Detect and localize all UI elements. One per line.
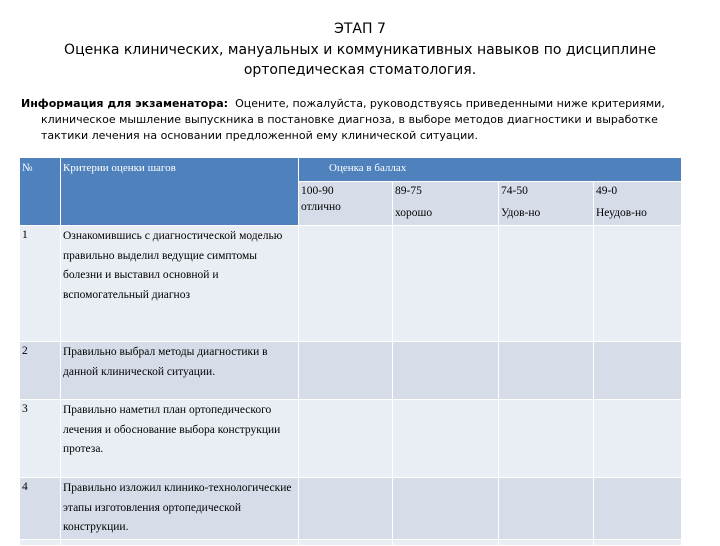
header-num-cell [20,158,61,226]
row-criteria-cell [61,478,299,540]
score-cell[interactable] [393,226,499,342]
row-criteria: Правильно наметил план ортопедического лечения и обоснование выбора конструкции протеза. [63,404,281,455]
grade-cell-3 [499,182,594,226]
page-title-line-1: Оценка клинических, мануальных и коммуникативных навыков по дисциплине [64,42,656,58]
grade-cell-2 [393,182,499,226]
stage-title: ЭТАП 7 [334,21,386,37]
score-cell[interactable] [499,400,594,478]
score-cell[interactable] [299,342,393,400]
header-score: Оценка в баллах [329,162,407,174]
row-criteria: Ознакомившись с диагностической моделью правильно выделил ведущие симптомы болезни и выставил основной и вспомогательный диагноз [63,230,283,301]
grade-cell-4 [594,182,682,226]
header-criteria: Критерии оценки шагов [63,162,176,174]
row-criteria-cell [61,226,299,342]
examiner-info-line-1: Оцените, пожалуйста, руководствуясь приведенными ниже критериями, [235,97,665,110]
score-cell[interactable] [594,478,682,540]
row-num: 4 [22,481,28,493]
table-row [20,400,682,478]
score-cell[interactable] [594,400,682,478]
score-cell[interactable] [393,478,499,540]
row-criteria: Правильно выбрал методы диагностики в данной клинической ситуации. [63,346,268,378]
score-cell[interactable] [594,226,682,342]
examiner-info-line-2: клиническое мышление выпускника в постановке диагноза, в выборе методов диагностики и выработке [41,113,658,126]
page-title-line-2: ортопедическая стоматология. [243,62,477,78]
header-criteria-cell [61,158,299,226]
row-num: 1 [22,229,28,241]
row-num-cell [20,226,61,342]
table-row [20,478,682,540]
row-num-cell [20,400,61,478]
examiner-info-line-3: тактики лечения на основании предложенной ему клинической ситуации. [41,129,478,142]
grade-range: 89-75 [395,185,422,197]
row-criteria: Правильно изложил клинико-технологические этапы изготовления ортопедической конструкции. [63,482,292,533]
score-cell[interactable] [299,478,393,540]
examiner-info [21,96,693,144]
row-criteria-cell [61,342,299,400]
row-num: 2 [22,345,28,357]
header-num: № [22,162,33,174]
table-row [20,342,682,400]
grade-range: 100-90 [301,185,334,197]
row-num-cell [20,342,61,400]
grade-label: хорошо [395,207,433,219]
score-cell[interactable] [594,342,682,400]
grade-label: Удов-но [501,207,541,219]
row-num-cell [20,478,61,540]
examiner-info-label: Информация для экзаменатора: [21,97,229,110]
score-cell[interactable] [299,226,393,342]
grade-range: 74-50 [501,185,528,197]
row-criteria-cell [61,400,299,478]
score-cell[interactable] [299,400,393,478]
assessment-table [19,157,682,546]
grade-range: 49-0 [596,185,618,197]
score-cell[interactable] [393,400,499,478]
score-cell[interactable] [499,478,594,540]
table-row [20,226,682,342]
score-cell[interactable] [499,226,594,342]
grade-cell-1 [299,182,393,226]
grade-label: Неудов-но [596,207,647,219]
header-score-cell [299,158,682,182]
score-cell[interactable] [393,342,499,400]
row-num: 3 [22,403,28,415]
grade-label: отлично [301,201,341,213]
score-cell[interactable] [499,342,594,400]
